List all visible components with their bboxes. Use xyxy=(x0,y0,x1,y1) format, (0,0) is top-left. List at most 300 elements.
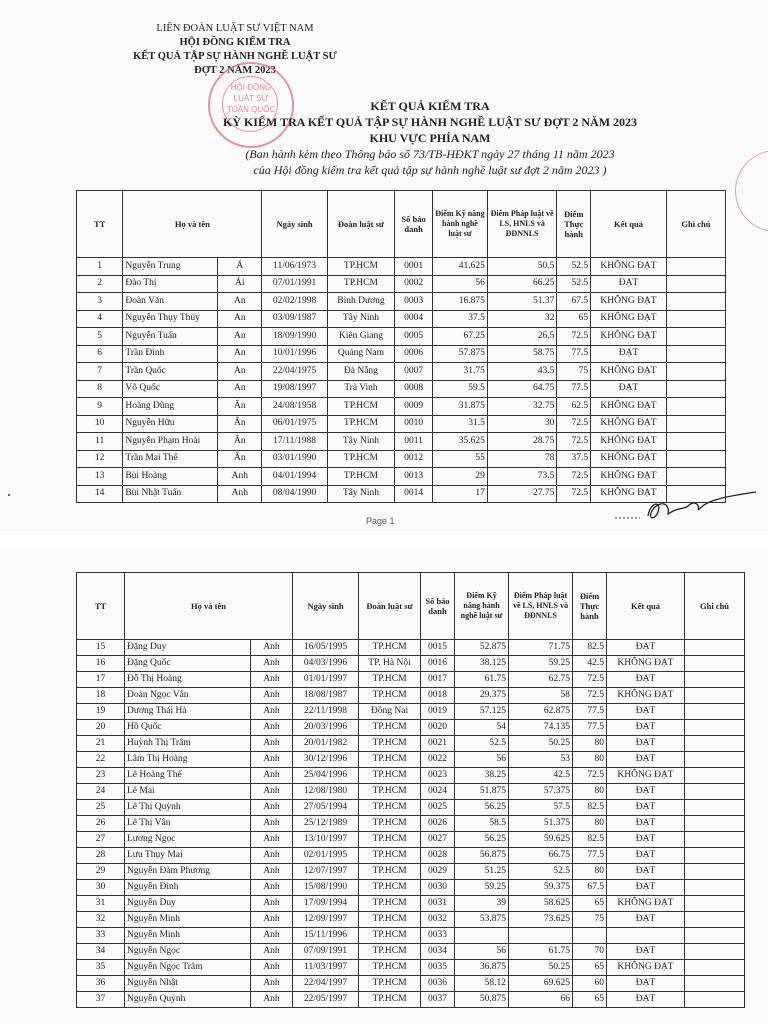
table-row xyxy=(77,398,726,416)
cell-note xyxy=(685,640,745,656)
cell-bar-association: TP. Hà Nội xyxy=(359,656,421,672)
cell-family-name: Lê Mai xyxy=(125,784,251,800)
cell-family-name: Trần Mai Thế xyxy=(123,450,218,468)
cell-candidate-no: 0037 xyxy=(421,992,455,1008)
cell-bar-association: TP.HCM xyxy=(359,768,421,784)
column-header-name: Họ và tên xyxy=(125,573,293,640)
cell-practice-score: 72.5 xyxy=(557,415,591,433)
cell-law-score: 26.5 xyxy=(487,328,557,346)
cell-practice-score: 52.5 xyxy=(557,275,591,293)
cell-law-score: 57.5 xyxy=(509,800,573,816)
cell-given-name: An xyxy=(218,380,262,398)
cell-skill-score: 56.25 xyxy=(455,800,509,816)
cell-candidate-no: 0004 xyxy=(395,310,433,328)
cell-given-name: Anh xyxy=(251,800,293,816)
cell-bar-association: TP.HCM xyxy=(359,896,421,912)
cell-tt: 29 xyxy=(77,864,125,880)
table-row xyxy=(77,768,745,784)
cell-family-name: Đào Thị xyxy=(123,275,218,293)
signature-mark xyxy=(610,488,760,528)
cell-candidate-no: 0005 xyxy=(395,328,433,346)
cell-skill-score: 31.875 xyxy=(433,398,488,416)
cell-law-score: 51.375 xyxy=(509,816,573,832)
cell-family-name: Huỳnh Thị Trâm xyxy=(125,736,251,752)
cell-skill-score: 38.125 xyxy=(455,656,509,672)
table-row xyxy=(77,345,726,363)
cell-bar-association: TP.HCM xyxy=(359,688,421,704)
table-row xyxy=(77,912,745,928)
cell-note xyxy=(685,784,745,800)
cell-bar-association: TP.HCM xyxy=(359,736,421,752)
cell-skill-score: 61.75 xyxy=(455,672,509,688)
cell-practice-score: 65 xyxy=(573,992,607,1008)
cell-skill-score: 41.625 xyxy=(433,258,488,276)
cell-note xyxy=(666,258,725,276)
cell-note xyxy=(666,468,725,486)
cell-skill-score: 67.25 xyxy=(433,328,488,346)
cell-skill-score: 52.875 xyxy=(455,640,509,656)
cell-bar-association: Kiên Giang xyxy=(327,328,394,346)
cell-tt: 16 xyxy=(77,656,125,672)
cell-skill-score: 29 xyxy=(433,468,488,486)
cell-tt: 7 xyxy=(77,363,123,381)
cell-tt: 24 xyxy=(77,784,125,800)
cell-bar-association: TP.HCM xyxy=(327,275,394,293)
cell-note xyxy=(685,656,745,672)
cell-family-name: Nguyễn Phạm Hoài xyxy=(123,433,218,451)
cell-law-score: 62.75 xyxy=(509,672,573,688)
cell-given-name: Ân xyxy=(218,450,262,468)
cell-given-name: Á xyxy=(218,258,262,276)
cell-dob: 01/01/1997 xyxy=(293,672,359,688)
cell-practice-score: 75 xyxy=(573,912,607,928)
cell-given-name: Anh xyxy=(251,688,293,704)
org-line-2: HỘI ĐỒNG KIỂM TRA xyxy=(179,37,291,48)
cell-note xyxy=(685,864,745,880)
cell-family-name: Bùi Hoàng xyxy=(123,468,218,486)
cell-law-score: 53 xyxy=(509,752,573,768)
cell-family-name: Bùi Nhật Tuấn xyxy=(123,485,218,503)
cell-practice-score: 72.5 xyxy=(573,672,607,688)
table-row xyxy=(77,672,745,688)
cell-tt: 13 xyxy=(77,468,123,486)
cell-candidate-no: 0031 xyxy=(421,896,455,912)
table-row xyxy=(77,328,726,346)
cell-given-name: Anh xyxy=(251,768,293,784)
cell-practice-score: 67.5 xyxy=(573,880,607,896)
cell-note xyxy=(666,398,725,416)
table-row xyxy=(77,380,726,398)
cell-practice-score: 80 xyxy=(573,864,607,880)
cell-result: ĐẠT xyxy=(607,944,685,960)
cell-given-name: Ân xyxy=(218,433,262,451)
issuance-note-2: của Hội đồng kiểm tra kết quả tập sự hành nghề luật sư đợt 2 năm 2023 ) xyxy=(253,163,607,177)
cell-candidate-no: 0003 xyxy=(395,293,433,311)
table-header-row xyxy=(77,573,745,640)
cell-family-name: Lưu Thụy Mai xyxy=(125,848,251,864)
cell-practice-score: 72.5 xyxy=(557,485,591,503)
cell-tt: 9 xyxy=(77,398,123,416)
cell-given-name: Anh xyxy=(218,468,262,486)
cell-result: ĐẠT xyxy=(607,640,685,656)
cell-given-name: Anh xyxy=(251,752,293,768)
cell-law-score: 73.625 xyxy=(509,912,573,928)
cell-bar-association: Quảng Nam xyxy=(327,345,394,363)
cell-skill-score: 56 xyxy=(455,944,509,960)
cell-tt: 33 xyxy=(77,928,125,944)
document-title-block xyxy=(150,98,710,178)
cell-skill-score: 57.125 xyxy=(455,704,509,720)
cell-family-name: Nguyễn Trung xyxy=(123,258,218,276)
cell-result: KHÔNG ĐẠT xyxy=(591,398,667,416)
cell-dob: 18/09/1990 xyxy=(262,328,327,346)
cell-law-score: 50.25 xyxy=(509,960,573,976)
cell-candidate-no: 0007 xyxy=(395,363,433,381)
cell-practice-score: 37.5 xyxy=(557,450,591,468)
cell-practice-score: 60 xyxy=(573,976,607,992)
cell-result: ĐẠT xyxy=(591,275,667,293)
cell-bar-association: TP.HCM xyxy=(359,752,421,768)
cell-law-score: 50.25 xyxy=(509,736,573,752)
cell-practice-score: 72.5 xyxy=(557,468,591,486)
cell-family-name: Trần Đình xyxy=(123,345,218,363)
table-row xyxy=(77,976,745,992)
table-row xyxy=(77,258,726,276)
cell-practice-score: 80 xyxy=(573,816,607,832)
cell-family-name: Nguyễn Thụy Thúy xyxy=(123,310,218,328)
cell-candidate-no: 0029 xyxy=(421,864,455,880)
cell-note xyxy=(685,816,745,832)
table-row xyxy=(77,640,745,656)
table-row xyxy=(77,864,745,880)
cell-skill-score: 17 xyxy=(433,485,488,503)
issuance-note-1: (Ban hành kèm theo Thông báo số 73/TB-HĐKT ngày 27 tháng 11 năm 2023 xyxy=(245,147,615,161)
cell-practice-score: 75 xyxy=(557,363,591,381)
cell-tt: 17 xyxy=(77,672,125,688)
column-header-bar: Đoàn luật sư xyxy=(327,191,394,258)
cell-result: KHÔNG ĐẠT xyxy=(591,293,667,311)
cell-family-name: Đặng Quốc xyxy=(125,656,251,672)
cell-law-score: 32 xyxy=(487,310,557,328)
column-header-skill-score: Điểm Kỹ năng hành nghề luật sư xyxy=(433,191,488,258)
cell-practice-score: 65 xyxy=(573,896,607,912)
cell-bar-association: TP.HCM xyxy=(359,928,421,944)
cell-tt: 27 xyxy=(77,832,125,848)
cell-note xyxy=(685,768,745,784)
cell-family-name: Hoàng Dũng xyxy=(123,398,218,416)
cell-skill-score: 59.25 xyxy=(455,880,509,896)
cell-result: ĐẠT xyxy=(607,880,685,896)
cell-law-score: 52.5 xyxy=(509,864,573,880)
cell-result: KHÔNG ĐẠT xyxy=(607,656,685,672)
cell-result: ĐẠT xyxy=(607,736,685,752)
cell-bar-association: TP.HCM xyxy=(359,832,421,848)
cell-given-name: An xyxy=(218,328,262,346)
cell-candidate-no: 0006 xyxy=(395,345,433,363)
cell-family-name: Nguyễn Minh xyxy=(125,928,251,944)
cell-skill-score: 36.875 xyxy=(455,960,509,976)
column-header-dob: Ngày sinh xyxy=(293,573,359,640)
cell-law-score: 61.75 xyxy=(509,944,573,960)
cell-tt: 19 xyxy=(77,704,125,720)
cell-dob: 19/08/1997 xyxy=(262,380,327,398)
cell-law-score: 59.625 xyxy=(509,832,573,848)
cell-bar-association: Tây Ninh xyxy=(327,433,394,451)
cell-tt: 21 xyxy=(77,736,125,752)
cell-family-name: Nguyễn Đình xyxy=(125,880,251,896)
cell-dob: 02/01/1995 xyxy=(293,848,359,864)
cell-practice-score: 77.5 xyxy=(557,380,591,398)
cell-bar-association: TP.HCM xyxy=(359,816,421,832)
cell-candidate-no: 0020 xyxy=(421,720,455,736)
cell-skill-score: 56 xyxy=(455,752,509,768)
cell-skill-score: 35.625 xyxy=(433,433,488,451)
cell-candidate-no: 0008 xyxy=(395,380,433,398)
cell-dob: 15/08/1990 xyxy=(293,880,359,896)
cell-law-score: 32.75 xyxy=(487,398,557,416)
cell-dob: 18/08/1987 xyxy=(293,688,359,704)
cell-bar-association: TP.HCM xyxy=(359,848,421,864)
cell-bar-association: Bình Dương xyxy=(327,293,394,311)
cell-bar-association: TP.HCM xyxy=(359,784,421,800)
cell-given-name: Anh xyxy=(251,736,293,752)
table-row xyxy=(77,992,745,1008)
cell-dob: 25/04/1996 xyxy=(293,768,359,784)
cell-given-name: Ái xyxy=(218,275,262,293)
cell-law-score: 74.135 xyxy=(509,720,573,736)
cell-skill-score: 56.875 xyxy=(455,848,509,864)
cell-note xyxy=(685,880,745,896)
cell-result: ĐẠT xyxy=(607,864,685,880)
cell-skill-score: 56 xyxy=(433,275,488,293)
cell-result: KHÔNG ĐẠT xyxy=(591,433,667,451)
cell-skill-score: 37.5 xyxy=(433,310,488,328)
cell-tt: 15 xyxy=(77,640,125,656)
document-subtitle: KỲ KIỂM TRA KẾT QUẢ TẬP SỰ HÀNH NGHỀ LUẬT SƯ ĐỢT 2 NĂM 2023 xyxy=(222,115,638,129)
cell-result: ĐẠT xyxy=(591,345,667,363)
table-row xyxy=(77,816,745,832)
cell-note xyxy=(685,912,745,928)
cell-skill-score: 50.875 xyxy=(455,992,509,1008)
cell-law-score: 58 xyxy=(509,688,573,704)
cell-dob: 03/09/1987 xyxy=(262,310,327,328)
cell-skill-score: 16.875 xyxy=(433,293,488,311)
cell-law-score: 66.25 xyxy=(487,275,557,293)
cell-note xyxy=(685,832,745,848)
cell-note xyxy=(666,310,725,328)
cell-candidate-no: 0016 xyxy=(421,656,455,672)
cell-tt: 25 xyxy=(77,800,125,816)
table-row xyxy=(77,784,745,800)
cell-tt: 8 xyxy=(77,380,123,398)
cell-bar-association: TP.HCM xyxy=(359,640,421,656)
table-row xyxy=(77,960,745,976)
table-row xyxy=(77,896,745,912)
cell-skill-score: 31.75 xyxy=(433,363,488,381)
table-row xyxy=(77,468,726,486)
cell-practice-score: 77.5 xyxy=(557,345,591,363)
column-header-practice-score: Điểm Thực hành xyxy=(573,573,607,640)
cell-dob: 15/11/1996 xyxy=(293,928,359,944)
cell-result: ĐẠT xyxy=(607,800,685,816)
cell-family-name: Nguyễn Duy xyxy=(125,896,251,912)
table-row xyxy=(77,848,745,864)
cell-candidate-no: 0034 xyxy=(421,944,455,960)
cell-law-score: 42.5 xyxy=(509,768,573,784)
cell-bar-association: TP.HCM xyxy=(359,912,421,928)
cell-result: ĐẠT xyxy=(607,784,685,800)
cell-dob: 22/04/1975 xyxy=(262,363,327,381)
cell-dob: 20/01/1982 xyxy=(293,736,359,752)
cell-dob: 17/09/1994 xyxy=(293,896,359,912)
org-line-1: LIÊN ĐOÀN LUẬT SƯ VIỆT NAM xyxy=(156,23,314,34)
cell-tt: 4 xyxy=(77,310,123,328)
cell-candidate-no: 0024 xyxy=(421,784,455,800)
cell-tt: 20 xyxy=(77,720,125,736)
cell-given-name: An xyxy=(218,363,262,381)
table-row xyxy=(77,928,745,944)
cell-family-name: Nguyễn Tuấn xyxy=(123,328,218,346)
cell-bar-association: TP.HCM xyxy=(359,672,421,688)
cell-bar-association: Đà Nẵng xyxy=(327,363,394,381)
cell-law-score: 57.375 xyxy=(509,784,573,800)
cell-practice-score: 65 xyxy=(557,310,591,328)
cell-note xyxy=(666,433,725,451)
cell-result: KHÔNG ĐẠT xyxy=(591,258,667,276)
cell-note xyxy=(666,275,725,293)
cell-family-name: Nguyễn Ngọc Trâm xyxy=(125,960,251,976)
cell-tt: 12 xyxy=(77,450,123,468)
cell-result: KHÔNG ĐẠT xyxy=(591,468,667,486)
cell-bar-association: Trà Vinh xyxy=(327,380,394,398)
cell-practice-score: 67.5 xyxy=(557,293,591,311)
cell-candidate-no: 0030 xyxy=(421,880,455,896)
region-label: KHU VỰC PHÍA NAM xyxy=(369,131,491,145)
cell-dob: 16/05/1995 xyxy=(293,640,359,656)
cell-result: ĐẠT xyxy=(607,832,685,848)
cell-note xyxy=(685,960,745,976)
table-row xyxy=(77,944,745,960)
cell-dob: 07/01/1991 xyxy=(262,275,327,293)
cell-tt: 6 xyxy=(77,345,123,363)
cell-family-name: Đoàn Văn xyxy=(123,293,218,311)
cell-candidate-no: 0028 xyxy=(421,848,455,864)
cell-family-name: Lê Hoàng Thế xyxy=(125,768,251,784)
cell-given-name: Anh xyxy=(251,960,293,976)
table-row xyxy=(77,275,726,293)
seal-text: HỘI ĐỒNG LUẬT SƯ TOÀN QUỐC xyxy=(226,83,276,114)
cell-practice-score: 52.5 xyxy=(557,258,591,276)
cell-bar-association: TP.HCM xyxy=(359,720,421,736)
cell-bar-association: TP.HCM xyxy=(327,450,394,468)
cell-result: KHÔNG ĐẠT xyxy=(591,415,667,433)
cell-tt: 11 xyxy=(77,433,123,451)
cell-practice-score: 80 xyxy=(573,784,607,800)
table-row xyxy=(77,800,745,816)
results-table-page-2 xyxy=(76,572,745,1008)
cell-dob: 11/03/1997 xyxy=(293,960,359,976)
cell-given-name: Anh xyxy=(251,832,293,848)
table-row xyxy=(77,450,726,468)
table-row xyxy=(77,832,745,848)
table-row xyxy=(77,293,726,311)
table-row xyxy=(77,433,726,451)
cell-candidate-no: 0019 xyxy=(421,704,455,720)
cell-dob: 07/09/1991 xyxy=(293,944,359,960)
cell-note xyxy=(685,752,745,768)
cell-law-score: 27.75 xyxy=(487,485,557,503)
cell-tt: 32 xyxy=(77,912,125,928)
cell-result: ĐẠT xyxy=(591,380,667,398)
cell-result: ĐẠT xyxy=(607,912,685,928)
cell-candidate-no: 0012 xyxy=(395,450,433,468)
cell-tt: 3 xyxy=(77,293,123,311)
org-line-4: ĐỢT 2 NĂM 2023 xyxy=(194,65,276,76)
cell-dob: 12/08/1980 xyxy=(293,784,359,800)
cell-law-score: 58.75 xyxy=(487,345,557,363)
cell-law-score: 66.75 xyxy=(509,848,573,864)
cell-candidate-no: 0017 xyxy=(421,672,455,688)
cell-given-name: Anh xyxy=(251,912,293,928)
cell-note xyxy=(685,944,745,960)
cell-law-score: 78 xyxy=(487,450,557,468)
column-header-practice-score: Điểm Thực hành xyxy=(557,191,591,258)
cell-bar-association: TP.HCM xyxy=(327,398,394,416)
cell-candidate-no: 0014 xyxy=(395,485,433,503)
page-number-label: Page 1 xyxy=(366,516,395,526)
cell-dob: 20/03/1996 xyxy=(293,720,359,736)
cell-bar-association: TP.HCM xyxy=(359,864,421,880)
cell-tt: 2 xyxy=(77,275,123,293)
cell-tt: 34 xyxy=(77,944,125,960)
cell-law-score: 59.375 xyxy=(509,880,573,896)
cell-skill-score: 54 xyxy=(455,720,509,736)
cell-given-name: Anh xyxy=(251,880,293,896)
cell-note xyxy=(685,704,745,720)
cell-skill-score: 55 xyxy=(433,450,488,468)
cell-note xyxy=(685,720,745,736)
cell-bar-association: TP.HCM xyxy=(327,258,394,276)
cell-law-score xyxy=(509,928,573,944)
cell-result: KHÔNG ĐẠT xyxy=(591,485,667,503)
cell-family-name: Hồ Quốc xyxy=(125,720,251,736)
table-row xyxy=(77,310,726,328)
column-header-skill-score: Điểm Kỹ năng hành nghề luật sư xyxy=(455,573,509,640)
cell-result: KHÔNG ĐẠT xyxy=(591,328,667,346)
cell-candidate-no: 0022 xyxy=(421,752,455,768)
cell-dob: 22/05/1997 xyxy=(293,992,359,1008)
cell-law-score: 59.25 xyxy=(509,656,573,672)
cell-given-name: Anh xyxy=(251,656,293,672)
cell-practice-score: 72.5 xyxy=(557,328,591,346)
column-header-name: Họ và tên xyxy=(123,191,262,258)
column-header-law-score: Điểm Pháp luật về LS, HNLS và ĐĐNNLS xyxy=(487,191,557,258)
cell-result: KHÔNG ĐẠT xyxy=(591,450,667,468)
cell-law-score: 62.875 xyxy=(509,704,573,720)
cell-dob: 22/04/1997 xyxy=(293,976,359,992)
cell-note xyxy=(685,688,745,704)
cell-result: ĐẠT xyxy=(607,704,685,720)
column-header-note: Ghi chú xyxy=(666,191,725,258)
cell-skill-score: 53.875 xyxy=(455,912,509,928)
cell-practice-score: 65 xyxy=(573,960,607,976)
cell-given-name: Ân xyxy=(218,398,262,416)
cell-result: ĐẠT xyxy=(607,720,685,736)
cell-given-name: Anh xyxy=(251,672,293,688)
cell-result: ĐẠT xyxy=(607,816,685,832)
cell-bar-association: TP.HCM xyxy=(359,944,421,960)
cell-candidate-no: 0011 xyxy=(395,433,433,451)
